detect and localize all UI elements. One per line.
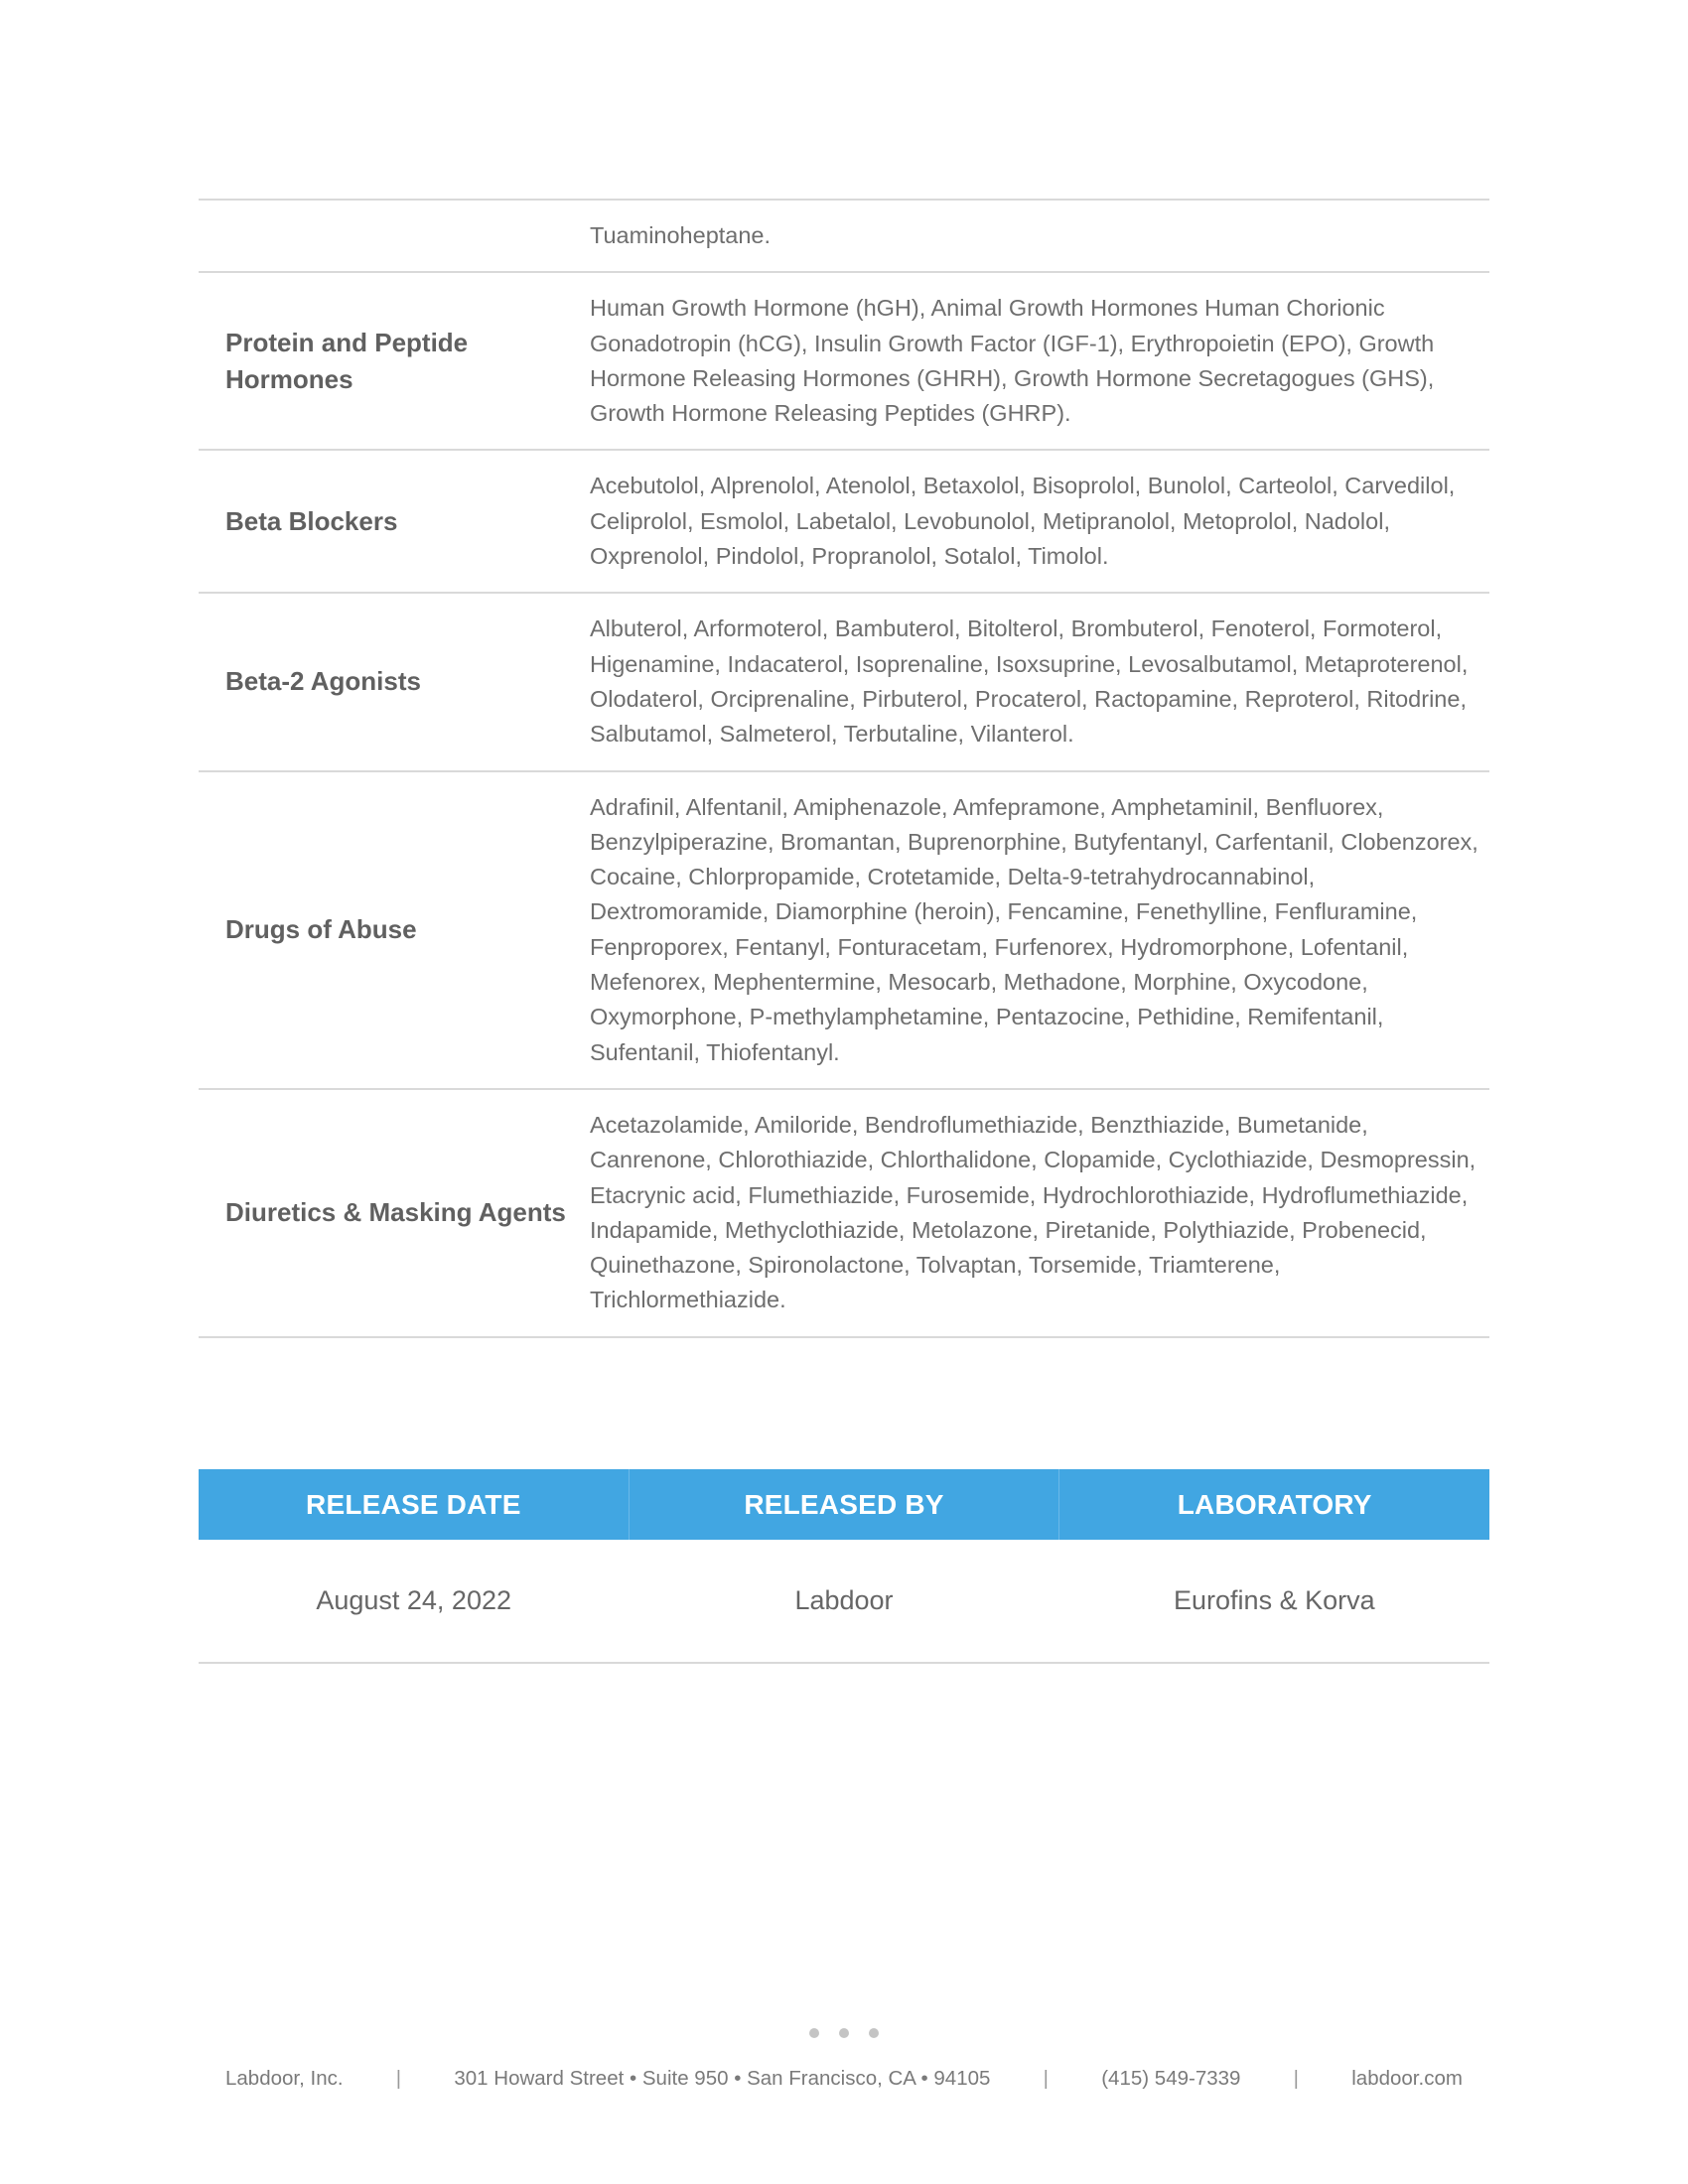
footer-separator: |	[1043, 2067, 1049, 2090]
substances-section	[199, 199, 1489, 1338]
table-row	[199, 272, 1489, 450]
release-info-table	[199, 1469, 1489, 1664]
laboratory-value: Eurofins & Korva	[1174, 1585, 1375, 1615]
footer-phone: (415) 549-7339	[1101, 2067, 1241, 2090]
substance-list: Adrafinil, Alfentanil, Amiphenazole, Amfepramone, Amphetaminil, Benfluorex, Benzylpiperazine, Bromantan, Buprenorphine, Butyfentanyl, Carfentanil, Clobenzorex, Cocaine, Chlorpropamide, Crotetamide, Delta-9-tetrahydrocannabinol, Dextromoramide, Diamorphine (heroin), Fencamine, Fenethylline, Fenfluramine, Fenproporex, Fentanyl, Fonturacetam, Furfenorex, Hydromorphone, Lofentanil, Mefenorex, Mephentermine, Mesocarb, Methadone, Morphine, Oxycodone, Oxymorphone, P-methylamphetamine, Pentazocine, Pethidine, Remifentanil, Sufentanil, Thiofentanyl.	[590, 793, 1478, 1065]
page-footer	[225, 2067, 1463, 2091]
category-label: Drugs of Abuse	[225, 914, 417, 945]
category-label: Beta Blockers	[225, 505, 398, 536]
dot-icon	[809, 2028, 819, 2038]
banned-substances-table	[199, 199, 1489, 1338]
substance-list: Acetazolamide, Amiloride, Bendroflumethiazide, Benzthiazide, Bumetanide, Canrenone, Chlorothiazide, Chlorthalidone, Clopamide, Cyclothiazide, Desmopressin, Etacrynic acid, Flumethiazide, Furosemide, Hydrochlorothiazide, Hydroflumethiazide, Indapamide, Methyclothiazide, Metolazone, Piretanide, Polythiazide, Probenecid, Quinethazone, Spironolactone, Tolvaptan, Torsemide, Triamterene, Trichlormethiazide.	[590, 1111, 1477, 1313]
substance-list: Albuterol, Arformoterol, Bambuterol, Bitolterol, Brombuterol, Fenoterol, Formoterol, Higenamine, Indacaterol, Isoprenaline, Isoxsuprine, Levosalbutamol, Metaproterenol, Olodaterol, Orciprenaline, Pirbuterol, Procaterol, Ractopamine, Reproterol, Ritodrine, Salbutamol, Salmeterol, Terbutaline, Vilanterol.	[590, 615, 1469, 748]
release-date-header: RELEASE DATE	[199, 1469, 630, 1540]
release-date-value: August 24, 2022	[316, 1585, 511, 1615]
released-by-value: Labdoor	[794, 1585, 894, 1615]
footer-website[interactable]: labdoor.com	[1351, 2067, 1463, 2090]
footer-company: Labdoor, Inc.	[225, 2067, 344, 2090]
substance-list: Human Growth Hormone (hGH), Animal Growth Hormones Human Chorionic Gonadotropin (hCG), Insulin Growth Factor (IGF-1), Erythropoietin (EPO), Growth Hormone Releasing Hormones (GHRH), Growth Hormone Secretagogues (GHS), Growth Hormone Releasing Peptides (GHRP).	[590, 295, 1435, 427]
table-row	[199, 771, 1489, 1089]
footer-separator: |	[1293, 2067, 1299, 2090]
category-label	[199, 200, 590, 272]
release-header-row	[199, 1469, 1489, 1540]
table-row	[199, 200, 1489, 272]
footer-address: 301 Howard Street • Suite 950 • San Francisco, CA • 94105	[454, 2067, 991, 2090]
release-values-row	[199, 1540, 1489, 1664]
page-dots-ornament	[0, 2028, 1688, 2038]
table-row	[199, 450, 1489, 593]
category-label: Protein and Peptide Hormones	[225, 327, 469, 394]
table-row	[199, 593, 1489, 770]
table-row	[199, 1089, 1489, 1337]
substance-list: Tuaminoheptane.	[590, 222, 772, 248]
category-label: Beta-2 Agonists	[225, 666, 421, 697]
dot-icon	[839, 2028, 849, 2038]
laboratory-header: LABORATORY	[1177, 1488, 1372, 1520]
category-label: Diuretics & Masking Agents	[225, 1197, 566, 1228]
substance-list: Acebutolol, Alprenolol, Atenolol, Betaxolol, Bisoprolol, Bunolol, Carteolol, Carvedilol, Celiprolol, Esmolol, Labetalol, Levobunolol, Metipranolol, Metoprolol, Nadolol, Oxprenolol, Pindolol, Propranolol, Sotalol, Timolol.	[590, 473, 1456, 570]
footer-separator: |	[395, 2067, 402, 2090]
dot-icon	[869, 2028, 879, 2038]
released-by-header: RELEASED BY	[630, 1469, 1060, 1540]
